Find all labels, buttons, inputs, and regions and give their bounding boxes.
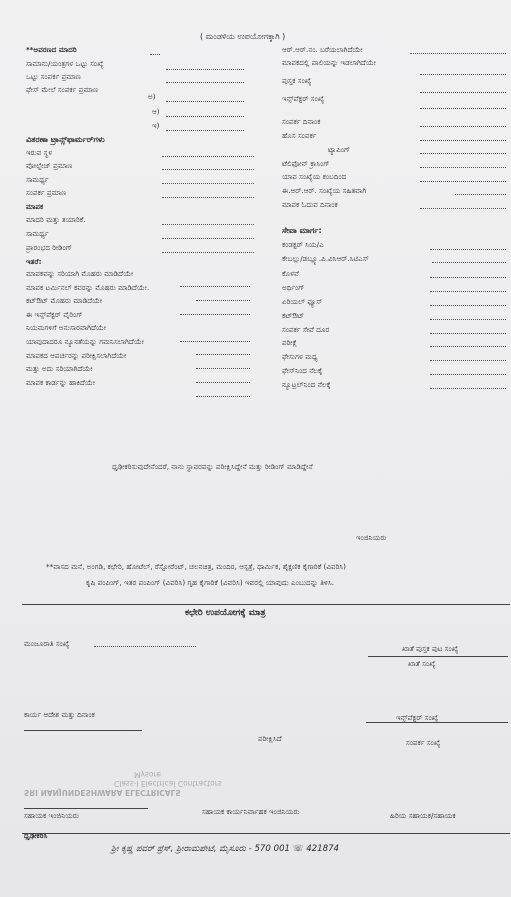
label-between-phases: ಫೇಸುಗಳ ಮಧ್ಯ bbox=[282, 352, 318, 361]
label-capacity: ಸಾಮರ್ಥ್ಯ bbox=[26, 175, 49, 184]
label-earthing: ಅರ್ಥಿಂಗ್ bbox=[282, 283, 305, 292]
label-verified: ಧೃಢೀಕರಿಸಿ bbox=[24, 831, 48, 840]
label-meter-card: ಮಾಪಕ ಕಾರ್ಡನ್ನು ಹಾಕಿದೆಯೇ bbox=[26, 378, 95, 387]
divider-office-use bbox=[22, 604, 510, 605]
field-total-appliances[interactable] bbox=[166, 69, 244, 70]
section-heading-transformers: ವಿತರಣಾ ಟ್ರಾನ್ಸ್‌ಫಾರ್ಮರ್‌ಗಳು bbox=[26, 135, 105, 144]
section-heading-service-line: ಸೇವಾ ಮಾರ್ಗ: bbox=[282, 226, 322, 235]
label-location: ಇರುವ ಸ್ಥಳ bbox=[26, 148, 53, 157]
label-load-per-phase: ಫೇಸ್ ಮೇಲೆ ಸಂಪರ್ಕ ಪ್ರಮಾಣ bbox=[26, 85, 99, 94]
label-sanction-number: ಮಂಜೂರಾತಿ ಸಂಖ್ಯೆ bbox=[24, 639, 70, 648]
label-aperture-checked: ಮಾಪಕದ ಆಪರ್ಚರನ್ನು ಪರೀಕ್ಷಿಸಲಾಗಿದೆಯೇ bbox=[26, 351, 127, 360]
label-aerial-fuse: ಏರಿಯಲ್ ಫ್ಯೂಸ್ bbox=[282, 297, 323, 306]
label-reading-date: ಮಾಪಕ ಓದುವ ದಿನಾಂಕ bbox=[282, 200, 338, 209]
label-as-per-rules: ನಿಯಮಗಳಿಗೆ ಅನುಸಾರವಾಗಿದೆಯೇ bbox=[26, 323, 107, 332]
engineer-signature-label: ಇಂಜಿನಿಯರು bbox=[356, 533, 387, 542]
label-connection-number: ಸಂಪರ್ಕ ಸಂಖ್ಯೆ bbox=[406, 738, 441, 747]
label-is-correct: ಮತ್ತು ಅದು ಸರಿಯಾಗಿದೆಯೇ bbox=[26, 364, 93, 373]
field-phase-a[interactable] bbox=[166, 101, 244, 102]
label-err-number: ಈ.ಆರ್.ಆರ್. ಸಂಖ್ಯೆಯ ಸಹಿತವಾಗಿ bbox=[282, 186, 367, 195]
footnote-line-1: **ವಾಸದ ಮನೆ, ಅಂಗಡಿ, ಕಛೇರಿ, ಹೋಟೆಲ್, ರೆಸ್ಟೋರೆಂಟ್, ಚಲನಚಿತ್ರ, ಮಂದಿರ, ಆಸ್ಪತ್ರೆ, ಧಾರ್ಮಿಕ, ಶೈಕ್ಷಣಿಕ ಕೈಗಾರಿಕೆ (ವಿವರಿಸಿ) bbox=[46, 562, 346, 571]
footnote-line-2: ಕೃಷಿ ಪಂಪಿಂಗ್, ಇತರ ಪಂಪಿಂಗ್ (ವಿವರಿಸಿ) ಗೃಹ ಕೈಗಾರಿಕೆ (ವಿವರಿಸಿ) ಇವರಲ್ಲಿ ಯಾವುದು ಎಂಬುದನ್ನು ತಿಳಿಸಿ. bbox=[86, 578, 335, 587]
phase-mark-b: ಆ) bbox=[152, 107, 160, 116]
field-total-load[interactable] bbox=[166, 82, 244, 83]
label-inspector-wiring: ಈ ಇನ್ಸ್‌ಪೆಕ್ಟರ್ ವೈರಿಂಗ್ bbox=[26, 310, 83, 319]
label-phase-to-earth: ಫೇಸ್‌ನಿಂದ ನೆಲಕ್ಕೆ bbox=[282, 366, 323, 375]
label-service-distance: ಸಂಪರ್ಕ ಸೇವೆ ದೂರ bbox=[282, 325, 330, 334]
stamp-line-2: Class-I Electrical Contractors bbox=[114, 779, 222, 788]
label-meter-capacity: ಸಾಮರ್ಥ್ಯ bbox=[26, 229, 49, 238]
stamp-line-1: SRI NANJUNDESHWARA ELECTRICALS bbox=[24, 788, 181, 797]
certification-statement: ಧೃಢೀಕರಿಸುವುದೇನೆಂದರೆ, ನಾನು ಸ್ಥಾವರವನ್ನು ಪರೀಕ್ಷಿಸಿದ್ದೇನೆ ಮತ್ತು ರೀಡಿಂಗ್ ಮಾಡಿದ್ದೇನೆ bbox=[112, 462, 313, 471]
label-meter-sealed: ಮಾಪಕದಲ್ಲಿ ಪಾಲಿಯನ್ನು ಇಡಲಾಗಿದೆಯೇ bbox=[282, 58, 376, 67]
label-total-load: ಒಟ್ಟು ಸಂಪರ್ಕ ಪ್ರಮಾಣ bbox=[26, 72, 81, 81]
label-cable: ಕೇಬಲ್ಲು/ಡಬ್ಲ್ಯೂ.ಪಿ.ವಿಸಿಆರ್.ಸಿಟಿಎಸ್ bbox=[282, 254, 369, 263]
section-heading-others: ಇತರೆ: bbox=[26, 257, 42, 266]
label-telephone-crossing: ಟೆಲಿಫೋನ್ ಕ್ರಾಸಿಂಗ್ bbox=[282, 159, 330, 168]
field-sanction-number[interactable] bbox=[94, 646, 196, 647]
office-use-heading: ಕಛೇರಿ ಉಪಯೋಗಕ್ಕೆ ಮಾತ್ರ bbox=[185, 608, 266, 618]
label-inspector-number: ಇನ್ಸ್‌ಪೆಕ್ಟರ್ ಸಂಖ್ಯೆ bbox=[282, 94, 325, 103]
label-assistant-executive-engineer: ಸಹಾಯಕ ಕಾರ್ಯನಿರ್ವಾಹಕ ಇಂಜಿನಿಯರು bbox=[202, 807, 300, 816]
label-rr-number-written: ಆರ್.ಆರ್.ನಂ. ಬರೆಯಲಾಗಿದೆಯೇ bbox=[282, 45, 363, 54]
section-heading-meter: ಮಾಪಕ bbox=[26, 202, 44, 211]
label-inspector-number-office: ಇನ್ಸ್‌ಪೆಕ್ಟರ್ ಸಂಖ್ಯೆ bbox=[396, 713, 439, 722]
printer-imprint: ಶ್ರೀ ಕೃಷ್ಣ ಪವರ್ ಪ್ರೆಸ್, ಶ್ರೀರಾಮಪೇಟೆ, ಮೈಸೂರು - 570 001 ☏ 421874 bbox=[111, 844, 340, 854]
label-new-connection: ಹೊಸ ಸಂಪರ್ಕ bbox=[282, 131, 317, 140]
label-defects-noticed: ಯಾವುದಾದರೂ ನ್ಯೂನತೆಯನ್ನು ಗಮನಿಸಲಾಗಿದೆಯೇ bbox=[26, 337, 144, 346]
label-cutout: ಕಟ್‌ಔಟ್ bbox=[282, 311, 305, 320]
label-meter-make: ಮಾದರಿ ಮತ್ತು ತಯಾರಿಕೆ. bbox=[26, 215, 86, 224]
label-initial-reading: ಪ್ರಾರಂಭದ ರೀಡಿಂಗ್ bbox=[26, 243, 73, 252]
form-title: ( ಮಂಡಳಿಯ ಉಪಯೋಗಕ್ಕಾಗಿ ) bbox=[200, 32, 286, 41]
label-conduit: ಕೊಳವೆ bbox=[282, 269, 299, 278]
contractor-stamp bbox=[24, 770, 222, 797]
label-test: ಪರೀಕ್ಷೆ bbox=[282, 338, 298, 347]
label-conductor: ಕಂಡಕ್ಟರ್ ಸಿಯ/ಎ bbox=[282, 240, 324, 249]
label-senior-assistant: ಹಿರಿಯ ಸಹಾಯಕ/ಸಹಾಯಕ bbox=[390, 811, 456, 820]
stamp-line-3: Mysore bbox=[134, 770, 161, 779]
label-voltage: ವೋಲ್ಟೇಜ್ ಪ್ರಮಾಣ bbox=[26, 161, 73, 170]
label-terminal-cover-sealed: ಮಾಪಕ ಟರ್ಮಿನಲ್ ಕವರನ್ನು ಮೊಹರು ಮಾಡಿದೆಯೇ. bbox=[26, 283, 150, 292]
label-connection-date: ಸಂಪರ್ಕ ದಿನಾಂಕ bbox=[282, 117, 321, 126]
label-meter-sealed-properly: ಮಾಪಕವನ್ನು ಸರಿಯಾಗಿ ಮೊಹರು ಮಾಡಿದೆಯೇ bbox=[26, 269, 134, 278]
label-neutral-to-earth: ನ್ಯೂಟ್ರಲ್‌ನಿಂದ ನೆಲಕ್ಕೆ bbox=[282, 380, 331, 389]
label-assistant-engineer: ಸಹಾಯಕ ಇಂಜಿನಿಯರು bbox=[24, 811, 80, 820]
field-phase-c[interactable] bbox=[166, 130, 244, 131]
label-account-page-number: ಖಾತೆ ಪುಸ್ತಕ ಪುಟ ಸಂಖ್ಯೆ bbox=[402, 644, 459, 653]
label-connected-load: ಸಂಪರ್ಕ ಪ್ರಮಾಣ bbox=[26, 188, 67, 197]
field-phase-b[interactable] bbox=[166, 116, 244, 117]
label-cutout-sealed: ಕಟ್‌ಔಟ್ ಮೊಹರು ಮಾಡಿದೆಯೇ bbox=[26, 296, 103, 305]
label-account-number: ಖಾತೆ ಸಂಖ್ಯೆ bbox=[408, 659, 436, 668]
label-pole-number: ಯಾವ ಸಂಖ್ಯೆಯ ಕಂಬದಿಂದ bbox=[282, 172, 347, 181]
label-book-number: ಪುಸ್ತಕ ಸಂಖ್ಯೆ bbox=[282, 76, 312, 85]
phase-mark-c: ಇ) bbox=[152, 121, 160, 130]
label-inspected: ಪರೀಕ್ಷಿಸಿದೆ bbox=[258, 734, 282, 743]
label-tapping: ಟ್ಯಾಪಿಂಗ್ bbox=[328, 145, 351, 154]
label-total-appliances: ಸಾಮಾನು/ಯಂತ್ರಗಳ ಒಟ್ಟು ಸಂಖ್ಯೆ bbox=[26, 59, 104, 68]
phase-mark-a: ಅ) bbox=[148, 92, 156, 101]
label-work-order-date: ಕಾರ್ಯ ಆದೇಶ ಮತ್ತು ದಿನಾಂಕ bbox=[24, 710, 95, 719]
section-heading-enclosure-type: **ಅವರಣದ ಮಾದರಿ bbox=[26, 45, 77, 54]
